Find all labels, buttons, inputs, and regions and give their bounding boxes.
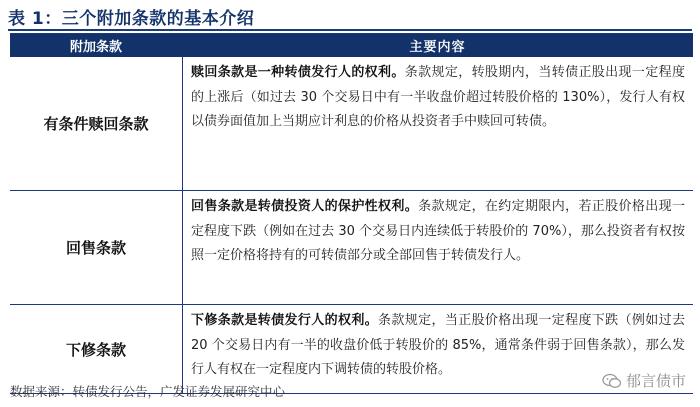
table-row (10, 57, 693, 191)
clause-name: 回售条款 (10, 191, 183, 304)
clause-detail: 条款规定，当正股价格出现一定程度下跌（例如过去 20 个交易日内有一半的收盘价低于转股价的 85%，通常条件弱于回售条款），那么发行人有权在一定程度内下调转债的转股价格。 (191, 313, 685, 377)
clause-detail: 条款规定，在约定期限内，若正股价格出现一定程度下跌（例如在过去 30 个交易日内连续低于转股价的 70%），那么投资者有权按照一定价格将持有的可转债部分或全部回售于转债发行人。 (191, 199, 685, 263)
table-row (10, 191, 693, 305)
clause-summary: 回售条款是转债投资人的保护性权利。 (191, 199, 419, 214)
watermark (602, 370, 686, 391)
wechat-icon (602, 373, 622, 389)
clause-content (183, 57, 693, 190)
table-header (10, 34, 693, 57)
title-divider (8, 29, 692, 31)
header-content: 主要内容 (409, 40, 466, 55)
clause-content (183, 191, 693, 304)
table-row (10, 305, 693, 394)
clause-summary: 下修条款是转债发行人的权利。 (191, 313, 379, 328)
data-source-note: 数据来源：转债发行公告，广发证券发展研究中心 (10, 384, 286, 399)
clause-summary: 赎回条款是一种转债发行人的权利。 (191, 65, 405, 80)
clause-name: 下修条款 (10, 305, 183, 393)
header-clause: 附加条款 (69, 40, 122, 55)
clauses-table (10, 33, 693, 394)
clause-name: 有条件赎回条款 (10, 57, 183, 190)
watermark-text: 郁言债市 (625, 372, 686, 390)
table-title: 表 1：三个附加条款的基本介绍 (8, 9, 255, 29)
clause-detail: 条款规定，转股期内，当转债正股出现一定程度的上涨后（如过去 30 个交易日中有一半收盘价超过转股价格的 130%），发行人有权以债券面值加上当期应计利息的价格从投资者手中赎回可转债。 (191, 65, 685, 129)
